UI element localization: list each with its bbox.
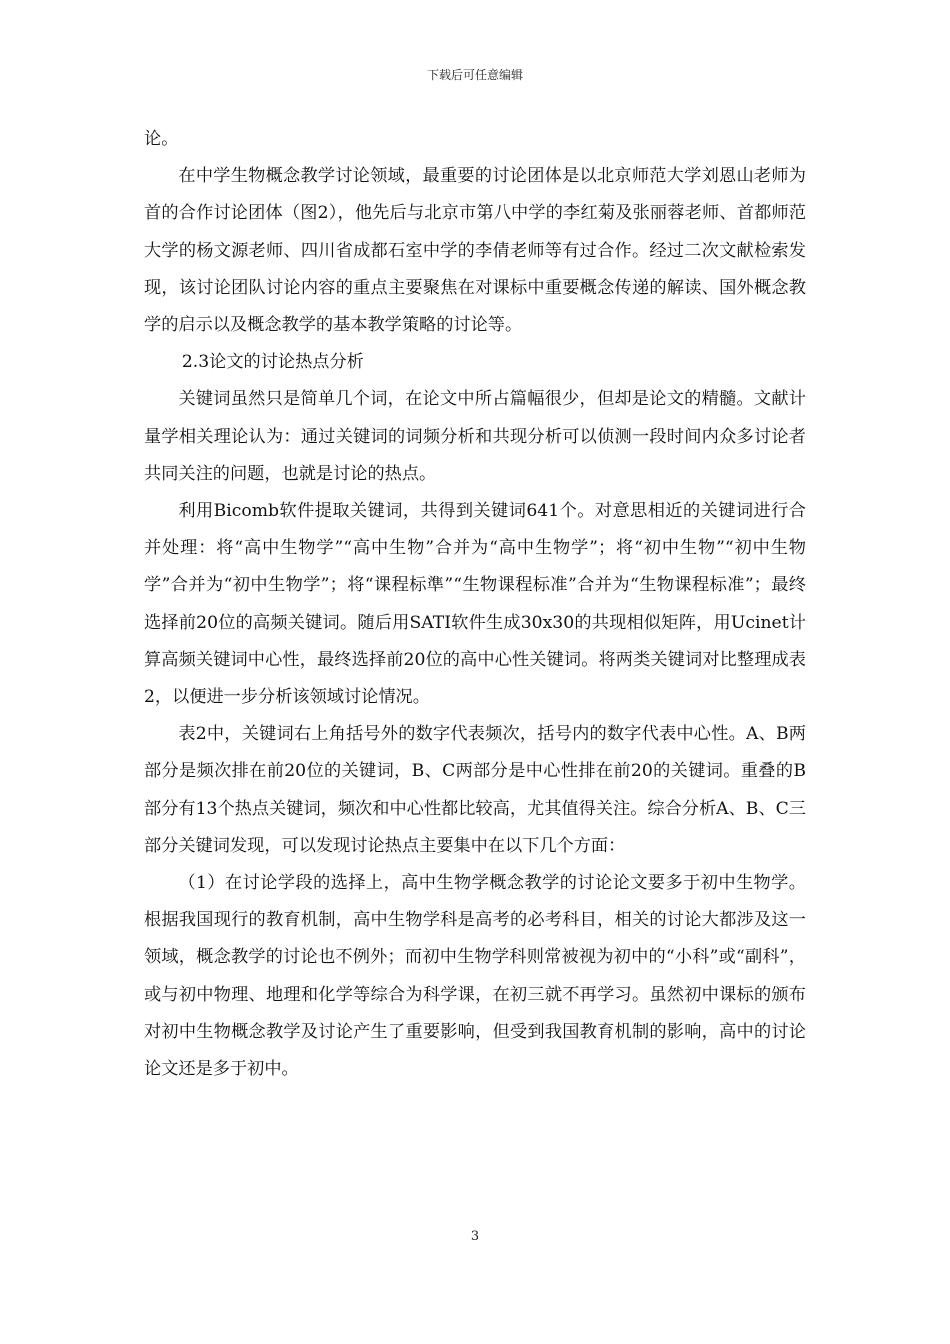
- paragraph-table2-explanation: 表2中，关键词右上角括号外的数字代表频次，括号内的数字代表中心性。A、B两部分是频次排在前20位的关键词，B、C两部分是中心性排在前20的关键词。重叠的B部分有13个热点关键词，频次和中心性都比较高，尤其值得关注。综合分析A、B、C三部分关键词发现，可以发现讨论热点主要集中在以下几个方面：: [144, 724, 806, 856]
- page-header: 下载后可任意编辑: [426, 68, 523, 82]
- document-body: [144, 121, 806, 1088]
- paragraph-continuation: 论。: [144, 129, 179, 149]
- paragraph-point-1: （1）在讨论学段的选择上，高中生物学概念教学的讨论论文要多于初中生物学。根据我国现行的教育机制，高中生物学科是高考的必考科目，相关的讨论大都涉及这一领域，概念教学的讨论也不例外；而初中生物学科则常被视为初中的“小科”或“副科”，或与初中物理、地理和化学等综合为科学课，在初三就不再学习。虽然初中课标的颁布对初中生物概念教学及讨论产生了重要影响，但受到我国教育机制的影响，高中的讨论论文还是多于初中。: [144, 873, 806, 1080]
- page-number: 3: [470, 1229, 480, 1244]
- section-heading-2-3: 2.3论文的讨论热点分析: [181, 352, 364, 373]
- paragraph-keywords-intro: 关键词虽然只是简单几个词，在论文中所占篇幅很少，但却是论文的精髓。文献计量学相关理论认为：通过关键词的词频分析和共现分析可以侦测一段时间内众多讨论者共同关注的问题，也就是讨论的热点。: [144, 389, 806, 484]
- paragraph-bicomb-method: 利用Bicomb软件提取关键词，共得到关键词641个。对意思相近的关键词进行合并处理：将“高中生物学”“高中生物”合并为“高中生物学”；将“初中生物”“初中生物学”合并为“初中生物学”；将“课程标準”“生物课程标准”合并为“生物课程标准”；最终选择前20位的高频关键词。随后用SATI软件生成30x30的共现相似矩阵，用Ucinet计算高频关键词中心性，最终选择前20位的高中心性关键词。将两类关键词对比整理成表2，以便进一步分析该领域讨论情况。: [144, 501, 806, 708]
- paragraph-research-team: 在中学生物概念教学讨论领域，最重要的讨论团体是以北京师范大学刘恩山老师为首的合作讨论团体（图2），他先后与北京市第八中学的李红菊及张丽蓉老师、首都师范大学的杨文源老师、四川省成都石室中学的李倩老师等有过合作。经过二次文献检索发现，该讨论团队讨论内容的重点主要聚焦在对课标中重要概念传递的解读、国外概念教学的启示以及概念教学的基本教学策略的讨论等。: [144, 166, 806, 336]
